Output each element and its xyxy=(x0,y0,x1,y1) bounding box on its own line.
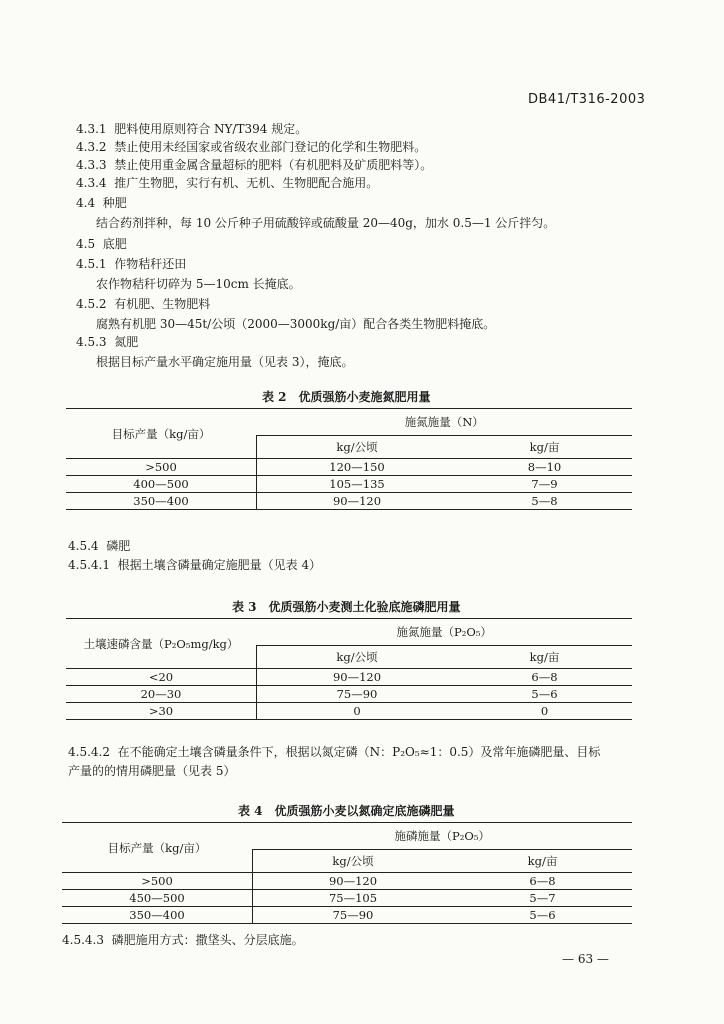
clause-text: 禁止使用重金属含量超标的肥料（有机肥料及矿质肥料等）。 xyxy=(114,158,433,172)
table-cell: 6—8 xyxy=(457,669,632,686)
clause-text: 底肥 xyxy=(102,237,127,251)
standard-code: DB41/T316-2003 xyxy=(528,92,646,107)
table-cell: 75—90 xyxy=(257,686,458,703)
table-group-header: 施氮施量（P₂O₅） xyxy=(257,619,633,646)
table-cell: 450—500 xyxy=(62,890,253,907)
paragraph-4-5-4-2-cont xyxy=(68,763,235,779)
table-subheader: kg/公顷 xyxy=(253,850,454,873)
paragraph-4-3-4 xyxy=(76,175,378,191)
table-header: 目标产量（kg/亩） xyxy=(66,409,257,459)
table-group-header: 施氮施量（N） xyxy=(257,409,633,436)
clause-text: 腐熟有机肥 30—45t/公顷（2000—3000kg/亩）配合各类生物肥料掩底。 xyxy=(96,317,496,331)
table-row xyxy=(66,686,632,703)
heading-4-5-3 xyxy=(76,334,138,350)
clause-text: 作物秸秆还田 xyxy=(114,257,187,271)
clause-text: 根据土壤含磷量确定施肥量（见表 4） xyxy=(117,558,322,572)
table-row xyxy=(62,873,632,890)
clause-number: 4.3.3 xyxy=(76,158,107,172)
table-cell: >30 xyxy=(66,703,257,720)
clause-number: 4.5.2 xyxy=(76,297,107,311)
clause-text: 禁止使用未经国家或省级农业部门登记的化学和生物肥料。 xyxy=(114,140,427,154)
table-4-caption: 表 4 优质强筋小麦以氮确定底施磷肥量 xyxy=(238,804,455,818)
table-cell: 20—30 xyxy=(66,686,257,703)
table-row xyxy=(66,703,632,720)
clause-text: 磷肥施用方式：撒垡头、分层底施。 xyxy=(111,933,304,947)
table-group-header: 施磷施量（P₂O₅） xyxy=(253,823,633,850)
table-cell: 350—400 xyxy=(62,907,253,924)
clause-number: 4.5.3 xyxy=(76,335,107,349)
table-cell: <20 xyxy=(66,669,257,686)
table-cell: >500 xyxy=(62,873,253,890)
paragraph-organic-fertilizer xyxy=(96,316,495,332)
paragraph-4-5-4-2 xyxy=(68,744,600,760)
paragraph-4-3-3 xyxy=(76,157,432,173)
table-cell: 75—105 xyxy=(253,890,454,907)
table-2 xyxy=(66,408,632,510)
clause-text: 磷肥 xyxy=(106,539,131,553)
clause-number: 4.5.4.3 xyxy=(62,933,104,947)
paragraph-4-5-4-1 xyxy=(68,557,321,573)
table-cell: 90—120 xyxy=(253,873,454,890)
table-subheader: kg/亩 xyxy=(457,436,632,459)
table-cell: 7—9 xyxy=(457,476,632,493)
clause-number: 4.4 xyxy=(76,196,96,210)
table-cell: 6—8 xyxy=(453,873,632,890)
table-cell: 0 xyxy=(457,703,632,720)
clause-number: 4.5.4.2 xyxy=(68,745,110,759)
table-row xyxy=(66,493,632,510)
table-cell: 5—8 xyxy=(457,493,632,510)
clause-text: 推广生物肥，实行有机、无机、生物肥配合施用。 xyxy=(114,176,379,190)
clause-text: 结合药剂拌种，每 10 公斤种子用硫酸锌或硫酸量 20—40g，加水 0.5—1 公斤拌匀。 xyxy=(96,216,556,230)
heading-4-5-1 xyxy=(76,256,186,272)
table-cell: 350—400 xyxy=(66,493,257,510)
clause-number: 4.5.4 xyxy=(68,539,99,553)
table-cell: 0 xyxy=(257,703,458,720)
table-cell: 105—135 xyxy=(257,476,458,493)
clause-text: 产量的的情用磷肥量（见表 5） xyxy=(68,764,236,778)
table-subheader: kg/公顷 xyxy=(257,436,458,459)
table-3 xyxy=(66,618,632,720)
table-2-caption: 表 2 优质强筋小麦施氮肥用量 xyxy=(262,390,431,404)
clause-text: 种肥 xyxy=(102,196,127,210)
table-row xyxy=(62,890,632,907)
heading-4-5-4 xyxy=(68,538,130,554)
clause-number: 4.5.1 xyxy=(76,257,107,271)
clause-number: 4.3.4 xyxy=(76,176,107,190)
clause-text: 有机肥、生物肥料 xyxy=(114,297,211,311)
table-row xyxy=(66,476,632,493)
clause-text: 农作物秸秆切碎为 5—10cm 长掩底。 xyxy=(96,277,301,291)
clause-number: 4.5.4.1 xyxy=(68,558,110,572)
heading-4-5-2 xyxy=(76,296,210,312)
clause-text: 氮肥 xyxy=(114,335,139,349)
table-subheader: kg/亩 xyxy=(457,646,632,669)
table-cell: 120—150 xyxy=(257,459,458,476)
clause-number: 4.3.1 xyxy=(76,122,107,136)
paragraph-4-3-1 xyxy=(76,121,307,137)
page-number: — 63 — xyxy=(562,952,609,966)
paragraph-nitrogen xyxy=(96,354,353,370)
table-cell: >500 xyxy=(66,459,257,476)
table-subheader: kg/公顷 xyxy=(257,646,458,669)
clause-text: 根据目标产量水平确定施用量（见表 3），掩底。 xyxy=(96,355,354,369)
heading-4-5 xyxy=(76,236,127,252)
table-row xyxy=(66,669,632,686)
paragraph-straw-return xyxy=(96,276,301,292)
table-cell: 400—500 xyxy=(66,476,257,493)
paragraph-4-3-2 xyxy=(76,139,426,155)
clause-number: 4.3.2 xyxy=(76,140,107,154)
table-cell: 75—90 xyxy=(253,907,454,924)
table-cell: 90—120 xyxy=(257,493,458,510)
paragraph-4-5-4-3 xyxy=(62,932,304,948)
table-cell: 5—6 xyxy=(453,907,632,924)
table-cell: 8—10 xyxy=(457,459,632,476)
table-header: 土壤速磷含量（P₂O₅mg/kg） xyxy=(66,619,257,669)
table-row xyxy=(66,459,632,476)
table-cell: 5—7 xyxy=(453,890,632,907)
table-cell: 90—120 xyxy=(257,669,458,686)
table-4 xyxy=(62,822,632,924)
heading-4-4 xyxy=(76,195,127,211)
table-3-caption: 表 3 优质强筋小麦测土化验底施磷肥用量 xyxy=(232,600,461,614)
clause-number: 4.5 xyxy=(76,237,96,251)
table-cell: 5—6 xyxy=(457,686,632,703)
table-header: 目标产量（kg/亩） xyxy=(62,823,253,873)
table-subheader: kg/亩 xyxy=(453,850,632,873)
paragraph-seed-fertilizer xyxy=(96,215,555,231)
clause-text: 在不能确定土壤含磷量条件下，根据以氮定磷（N：P₂O₅≈1：0.5）及常年施磷肥量、目标 xyxy=(117,745,601,759)
table-row xyxy=(62,907,632,924)
clause-text: 肥料使用原则符合 NY/T394 规定。 xyxy=(114,122,308,136)
